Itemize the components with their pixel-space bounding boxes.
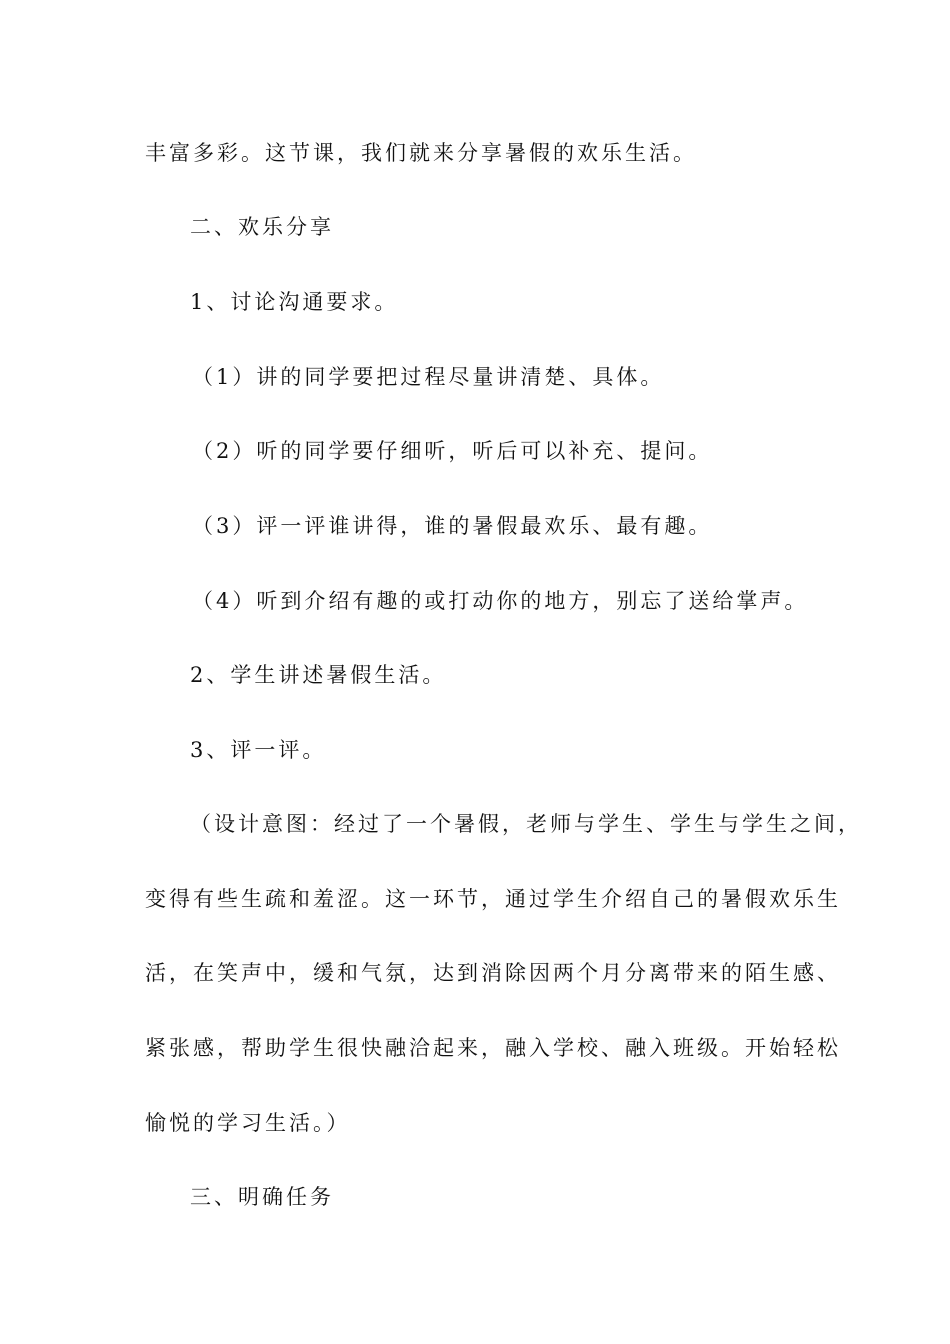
design-note-line-5: 愉悦的学习生活。） <box>145 1111 351 1135</box>
design-note-line-1: （设计意图：经过了一个暑假，老师与学生、学生与学生之间， <box>190 812 862 836</box>
paragraph-continuation: 丰富多彩。这节课，我们就来分享暑假的欢乐生活。 <box>145 141 697 165</box>
design-note-line-4: 紧张感，帮助学生很快融洽起来，融入学校、融入班级。开始轻松 <box>145 1036 841 1060</box>
sub-item-4: （4）听到介绍有趣的或打动你的地方，别忘了送给掌声。 <box>192 589 809 613</box>
sub-item-1: （1）讲的同学要把过程尽量讲清楚、具体。 <box>192 365 665 389</box>
section-heading-3: 三、明确任务 <box>190 1185 334 1209</box>
list-item-1: 1、讨论沟通要求。 <box>190 290 399 314</box>
sub-item-2: （2）听的同学要仔细听，听后可以补充、提问。 <box>192 439 713 463</box>
design-note-line-2: 变得有些生疏和羞涩。这一环节，通过学生介绍自己的暑假欢乐生 <box>145 887 841 911</box>
list-item-3: 3、评一评。 <box>190 738 327 762</box>
section-heading-2: 二、欢乐分享 <box>190 215 334 239</box>
design-note-line-3: 活，在笑声中，缓和气氛，达到消除因两个月分离带来的陌生感、 <box>145 961 841 985</box>
sub-item-3: （3）评一评谁讲得，谁的暑假最欢乐、最有趣。 <box>192 514 713 538</box>
list-item-2: 2、学生讲述暑假生活。 <box>190 663 447 687</box>
